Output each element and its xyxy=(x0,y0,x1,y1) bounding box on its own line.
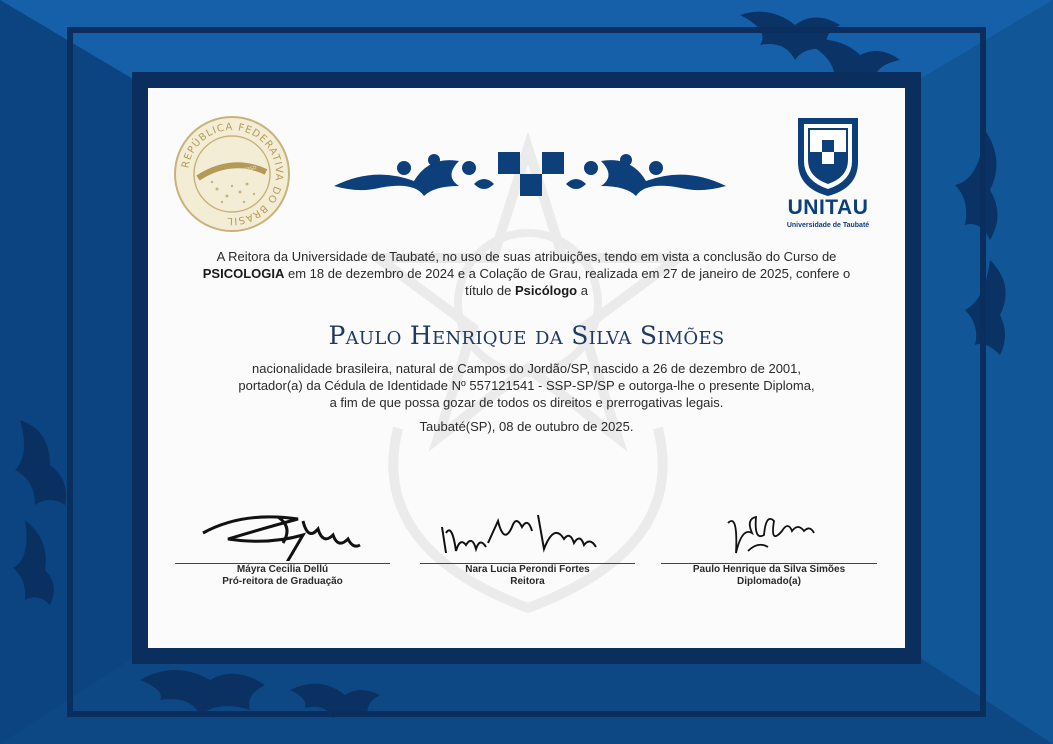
details-line: a fim de que possa gozar de todos os direitos e prerrogativas legais. xyxy=(329,395,724,410)
details-line: nacionalidade brasileira, natural de Campos do Jordão/SP, nascido a 26 de dezembro de 2001, xyxy=(251,361,801,376)
intro-paragraph xyxy=(168,248,885,299)
intro-line-1: A Reitora da Universidade de Taubaté, no uso de suas atribuições, tendo em vista a conclusão do Curso de xyxy=(216,249,837,264)
course-name: PSICOLOGIA xyxy=(202,266,285,281)
degree-title: Psicólogo xyxy=(514,283,578,298)
signatory-role: Reitora xyxy=(510,576,545,587)
signatory-role: Diplomado(a) xyxy=(737,576,801,587)
intro-line-3-prefix: título de xyxy=(465,283,515,298)
brazil-seal xyxy=(172,114,292,234)
signature-1-icon xyxy=(198,503,368,561)
seal-motto: ORDEM E PROGRESSO xyxy=(206,165,258,182)
signatory-name: Nara Lucia Perondi Fortes xyxy=(465,564,590,575)
signatory-name: Máyra Cecilia Dellú xyxy=(236,564,329,575)
signature-2-icon xyxy=(438,503,618,561)
unitau-logo-text: UNITAU xyxy=(787,196,869,219)
details-paragraph xyxy=(168,360,885,411)
unitau-ornament xyxy=(334,146,726,208)
signatory-2 xyxy=(420,564,635,588)
details-line: portador(a) da Cédula de Identidade Nº 557121541 - SSP-SP/SP e outorga-lhe o presente Diploma, xyxy=(238,378,815,393)
unitau-logo-subtitle: Universidade de Taubaté xyxy=(786,222,870,229)
place-date: Taubaté(SP), 08 de outubro de 2025. xyxy=(419,419,634,434)
intro-line-2: em 18 de dezembro de 2024 e a Colação de Grau, realizada em 27 de janeiro de 2025, confere o xyxy=(284,266,851,281)
signatory-1 xyxy=(175,564,390,588)
signatory-3 xyxy=(661,564,877,588)
signatory-role: Pró-reitora de Graduação xyxy=(222,576,343,587)
signature-3-icon xyxy=(718,503,838,561)
signatory-name: Paulo Henrique da Silva Simões xyxy=(692,564,846,575)
seal-text: REPÚBLICA FEDERATIVA DO BRASIL xyxy=(180,121,285,227)
graduate-name: Paulo Henrique da Silva Simões xyxy=(328,321,725,350)
intro-line-3-suffix: a xyxy=(577,283,588,298)
certificate-paper xyxy=(148,88,905,648)
